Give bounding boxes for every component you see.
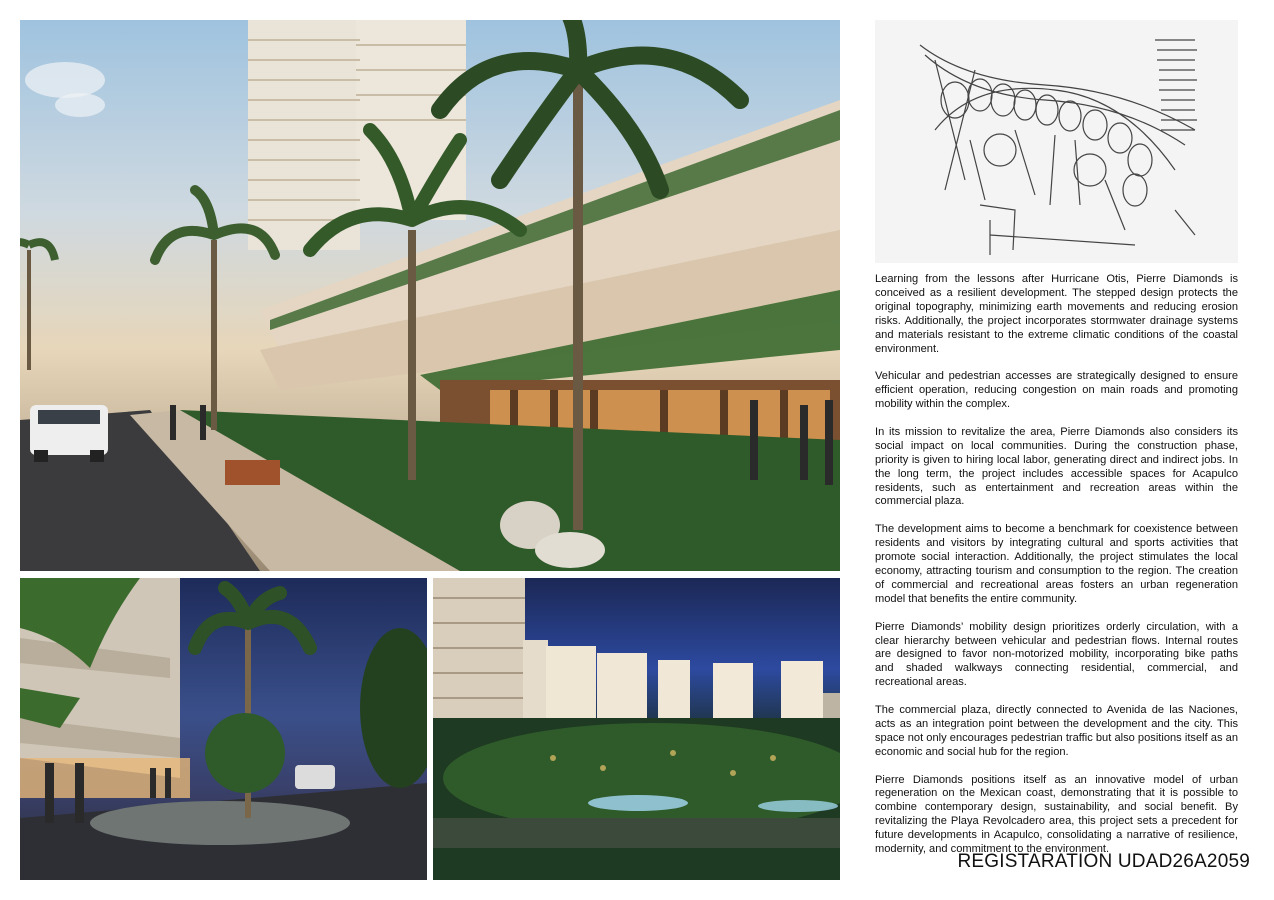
paragraph: Vehicular and pedestrian accesses are strategically designed to ensure efficient operation, reducing congestion on main roads and promoting mobility within the complex.: [875, 370, 1238, 411]
night-plaza-render-image: [20, 578, 427, 880]
project-description: [875, 273, 1238, 871]
white-suv: [30, 405, 108, 462]
paragraph: Pierre Diamonds positions itself as an innovative model of urban regeneration on the Mexican coast, demonstrating that it is possible to combine contemporary design, sustainability, and social benefit. By revitalizing the Playa Revolcadero area, this project sets a precedent for future developments in Acapulco, consolidating a narrative of resilience, modernity, and commitment to the environment.: [875, 773, 1238, 856]
concept-sketch-image: [875, 20, 1238, 263]
hero-render-image: [20, 20, 840, 571]
registration-code: REGISTARATION UDAD26A2059: [957, 851, 1250, 872]
paragraph: Learning from the lessons after Hurricane Otis, Pierre Diamonds is conceived as a resilient development. The stepped design protects the original topography, minimizing earth movements and reducing erosion risks. Additionally, the project incorporates stormwater drainage systems and materials resistant to the extreme climatic conditions of the coastal environment.: [875, 273, 1238, 355]
paragraph: Pierre Diamonds’ mobility design prioritizes orderly circulation, with a clear hierarchy between vehicular and pedestrian flows. Internal routes are designed to favor non-motorized mobility, incorporating bike paths and shaded walkways connecting residential, commercial, and recreational areas.: [875, 620, 1238, 689]
paragraph: The commercial plaza, directly connected to Avenida de las Naciones, acts as an integration point between the development and the city. This space not only encourages pedestrian traffic but also positions itself as an economic and social hub for the region.: [875, 704, 1238, 758]
tower-row: [523, 640, 840, 726]
paragraph: In its mission to revitalize the area, Pierre Diamonds also considers its social impact on local communities. During the construction phase, priority is given to hiring local labor, generating direct and indirect jobs. In the long term, the project includes accessible spaces for Acapulco residents, such as entertainment and recreation areas within the commercial plaza.: [875, 425, 1238, 508]
paragraph: The development aims to become a benchmark for coexistence between residents and visitors by integrating cultural and sports activities that promote social interaction. Additionally, the project stimulates the local economy, attracting tourism and consumption to the region. The creation of commercial and recreational areas fosters an urban regeneration model that benefits the entire community.: [875, 523, 1238, 605]
aerial-night-render-image: [433, 578, 840, 880]
